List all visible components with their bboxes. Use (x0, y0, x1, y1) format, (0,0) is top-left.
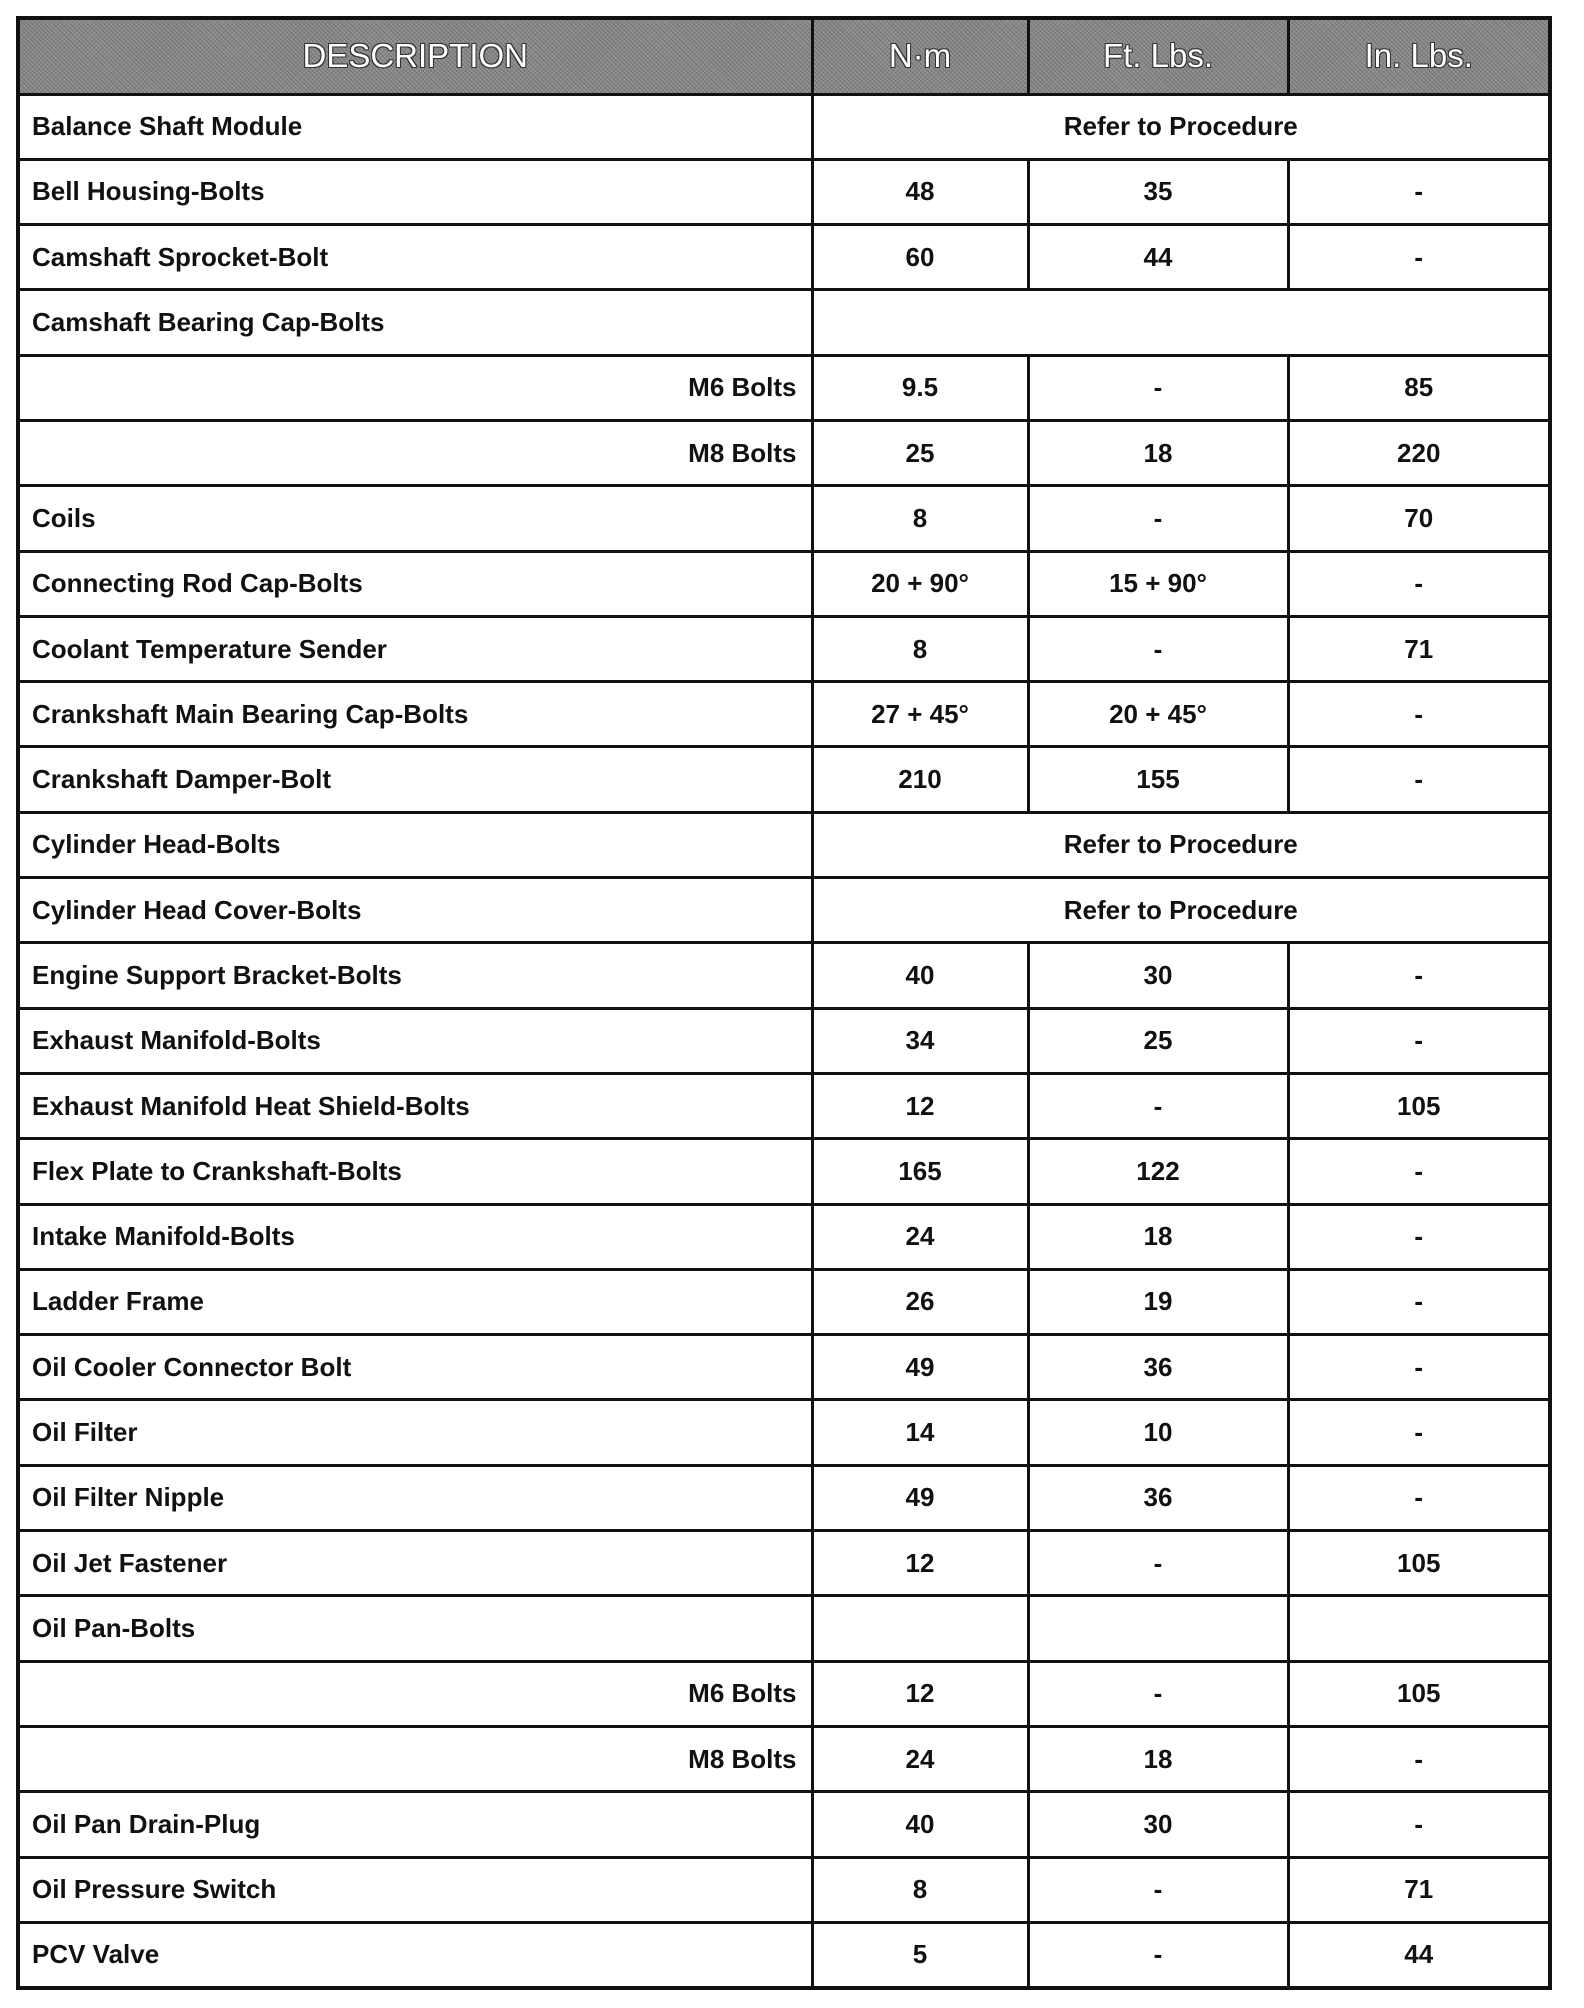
torque-spec-table (16, 16, 1552, 1990)
table-header (18, 18, 1550, 94)
in-lbs-value-cell: - (1288, 1792, 1550, 1857)
in-lbs-value-cell: - (1288, 1204, 1550, 1269)
procedure-note-cell: Refer to Procedure (812, 878, 1550, 943)
description-cell: Oil Pan Drain-Plug (18, 1792, 812, 1857)
table-row (18, 1465, 1550, 1530)
ft-lbs-value-cell (1028, 1596, 1288, 1661)
description-cell: Cylinder Head-Bolts (18, 812, 812, 877)
description-cell: Crankshaft Main Bearing Cap-Bolts (18, 682, 812, 747)
sub-description-cell: M8 Bolts (18, 420, 812, 485)
nm-value-cell: 165 (812, 1139, 1028, 1204)
nm-value-cell: 8 (812, 616, 1028, 681)
nm-value-cell (812, 1596, 1028, 1661)
table-row (18, 1073, 1550, 1138)
in-lbs-value-cell (1288, 1596, 1550, 1661)
empty-value-cell (812, 290, 1550, 355)
description-cell: Oil Jet Fastener (18, 1531, 812, 1596)
table-row (18, 290, 1550, 355)
in-lbs-value-cell: - (1288, 682, 1550, 747)
in-lbs-value-cell: - (1288, 551, 1550, 616)
in-lbs-value-cell: - (1288, 1269, 1550, 1334)
description-cell: Crankshaft Damper-Bolt (18, 747, 812, 812)
table-row (18, 1531, 1550, 1596)
ft-lbs-value-cell: - (1028, 1073, 1288, 1138)
ft-lbs-value-cell: - (1028, 1857, 1288, 1922)
ft-lbs-value-cell: 10 (1028, 1400, 1288, 1465)
in-lbs-value-cell: 105 (1288, 1073, 1550, 1138)
header-row (18, 18, 1550, 94)
ft-lbs-value-cell: 155 (1028, 747, 1288, 812)
in-lbs-value-cell: - (1288, 1335, 1550, 1400)
in-lbs-value-cell: - (1288, 1465, 1550, 1530)
table-row (18, 551, 1550, 616)
description-cell: Camshaft Bearing Cap-Bolts (18, 290, 812, 355)
in-lbs-value-cell: - (1288, 1139, 1550, 1204)
ft-lbs-value-cell: 36 (1028, 1465, 1288, 1530)
description-cell: Bell Housing-Bolts (18, 159, 812, 224)
header-description: DESCRIPTION (18, 18, 812, 94)
nm-value-cell: 27 + 45° (812, 682, 1028, 747)
description-cell: Engine Support Bracket-Bolts (18, 943, 812, 1008)
in-lbs-value-cell: - (1288, 1008, 1550, 1073)
in-lbs-value-cell: - (1288, 225, 1550, 290)
ft-lbs-value-cell: 18 (1028, 1204, 1288, 1269)
description-cell: Flex Plate to Crankshaft-Bolts (18, 1139, 812, 1204)
in-lbs-value-cell: 220 (1288, 420, 1550, 485)
description-cell: Intake Manifold-Bolts (18, 1204, 812, 1269)
ft-lbs-value-cell: 18 (1028, 420, 1288, 485)
in-lbs-value-cell: - (1288, 1400, 1550, 1465)
description-cell: Exhaust Manifold Heat Shield-Bolts (18, 1073, 812, 1138)
description-cell: Oil Pan-Bolts (18, 1596, 812, 1661)
nm-value-cell: 26 (812, 1269, 1028, 1334)
procedure-note-cell: Refer to Procedure (812, 94, 1550, 159)
description-cell: Cylinder Head Cover-Bolts (18, 878, 812, 943)
table-row (18, 747, 1550, 812)
table-row (18, 486, 1550, 551)
ft-lbs-value-cell: 122 (1028, 1139, 1288, 1204)
in-lbs-value-cell: 71 (1288, 616, 1550, 681)
table-row (18, 1661, 1550, 1726)
table-row (18, 94, 1550, 159)
ft-lbs-value-cell: 30 (1028, 1792, 1288, 1857)
ft-lbs-value-cell: 19 (1028, 1269, 1288, 1334)
in-lbs-value-cell: - (1288, 747, 1550, 812)
in-lbs-value-cell: - (1288, 159, 1550, 224)
in-lbs-value-cell: 105 (1288, 1531, 1550, 1596)
sub-description-cell: M6 Bolts (18, 355, 812, 420)
procedure-note-cell: Refer to Procedure (812, 812, 1550, 877)
nm-value-cell: 48 (812, 159, 1028, 224)
description-cell: Connecting Rod Cap-Bolts (18, 551, 812, 616)
nm-value-cell: 12 (812, 1531, 1028, 1596)
in-lbs-value-cell: - (1288, 1726, 1550, 1791)
table-row (18, 1726, 1550, 1791)
table-row (18, 1857, 1550, 1922)
nm-value-cell: 49 (812, 1335, 1028, 1400)
in-lbs-value-cell: - (1288, 943, 1550, 1008)
description-cell: PCV Valve (18, 1922, 812, 1987)
nm-value-cell: 25 (812, 420, 1028, 485)
description-cell: Camshaft Sprocket-Bolt (18, 225, 812, 290)
description-cell: Coolant Temperature Sender (18, 616, 812, 681)
ft-lbs-value-cell: - (1028, 355, 1288, 420)
table-row (18, 1335, 1550, 1400)
ft-lbs-value-cell: 15 + 90° (1028, 551, 1288, 616)
table-body (18, 94, 1550, 1988)
description-cell: Oil Pressure Switch (18, 1857, 812, 1922)
ft-lbs-value-cell: 35 (1028, 159, 1288, 224)
description-cell: Exhaust Manifold-Bolts (18, 1008, 812, 1073)
nm-value-cell: 8 (812, 486, 1028, 551)
table-row (18, 616, 1550, 681)
table-row (18, 878, 1550, 943)
table-row (18, 1204, 1550, 1269)
description-cell: Oil Filter Nipple (18, 1465, 812, 1530)
table-row (18, 812, 1550, 877)
ft-lbs-value-cell: 25 (1028, 1008, 1288, 1073)
table-row (18, 1008, 1550, 1073)
nm-value-cell: 9.5 (812, 355, 1028, 420)
nm-value-cell: 12 (812, 1073, 1028, 1138)
ft-lbs-value-cell: - (1028, 616, 1288, 681)
ft-lbs-value-cell: 44 (1028, 225, 1288, 290)
nm-value-cell: 210 (812, 747, 1028, 812)
table-row (18, 1400, 1550, 1465)
ft-lbs-value-cell: 36 (1028, 1335, 1288, 1400)
ft-lbs-value-cell: 18 (1028, 1726, 1288, 1791)
in-lbs-value-cell: 105 (1288, 1661, 1550, 1726)
table-row (18, 1269, 1550, 1334)
nm-value-cell: 34 (812, 1008, 1028, 1073)
nm-value-cell: 60 (812, 225, 1028, 290)
description-cell: Coils (18, 486, 812, 551)
sub-description-cell: M8 Bolts (18, 1726, 812, 1791)
ft-lbs-value-cell: - (1028, 1661, 1288, 1726)
ft-lbs-value-cell: - (1028, 1531, 1288, 1596)
ft-lbs-value-cell: - (1028, 1922, 1288, 1987)
description-cell: Ladder Frame (18, 1269, 812, 1334)
nm-value-cell: 20 + 90° (812, 551, 1028, 616)
table-row (18, 1792, 1550, 1857)
nm-value-cell: 40 (812, 943, 1028, 1008)
ft-lbs-value-cell: 20 + 45° (1028, 682, 1288, 747)
in-lbs-value-cell: 70 (1288, 486, 1550, 551)
nm-value-cell: 12 (812, 1661, 1028, 1726)
table-row (18, 943, 1550, 1008)
table-row (18, 355, 1550, 420)
header-ft-lbs: Ft. Lbs. (1028, 18, 1288, 94)
ft-lbs-value-cell: 30 (1028, 943, 1288, 1008)
description-cell: Oil Filter (18, 1400, 812, 1465)
in-lbs-value-cell: 44 (1288, 1922, 1550, 1987)
table-row (18, 420, 1550, 485)
nm-value-cell: 5 (812, 1922, 1028, 1987)
header-nm: N·m (812, 18, 1028, 94)
ft-lbs-value-cell: - (1028, 486, 1288, 551)
header-in-lbs: In. Lbs. (1288, 18, 1550, 94)
table-row (18, 225, 1550, 290)
in-lbs-value-cell: 71 (1288, 1857, 1550, 1922)
description-cell: Oil Cooler Connector Bolt (18, 1335, 812, 1400)
nm-value-cell: 8 (812, 1857, 1028, 1922)
sub-description-cell: M6 Bolts (18, 1661, 812, 1726)
description-cell: Balance Shaft Module (18, 94, 812, 159)
nm-value-cell: 40 (812, 1792, 1028, 1857)
nm-value-cell: 24 (812, 1726, 1028, 1791)
table-row (18, 682, 1550, 747)
table-row (18, 1139, 1550, 1204)
table-row (18, 159, 1550, 224)
in-lbs-value-cell: 85 (1288, 355, 1550, 420)
nm-value-cell: 49 (812, 1465, 1028, 1530)
table-row (18, 1596, 1550, 1661)
table-row (18, 1922, 1550, 1987)
nm-value-cell: 14 (812, 1400, 1028, 1465)
nm-value-cell: 24 (812, 1204, 1028, 1269)
